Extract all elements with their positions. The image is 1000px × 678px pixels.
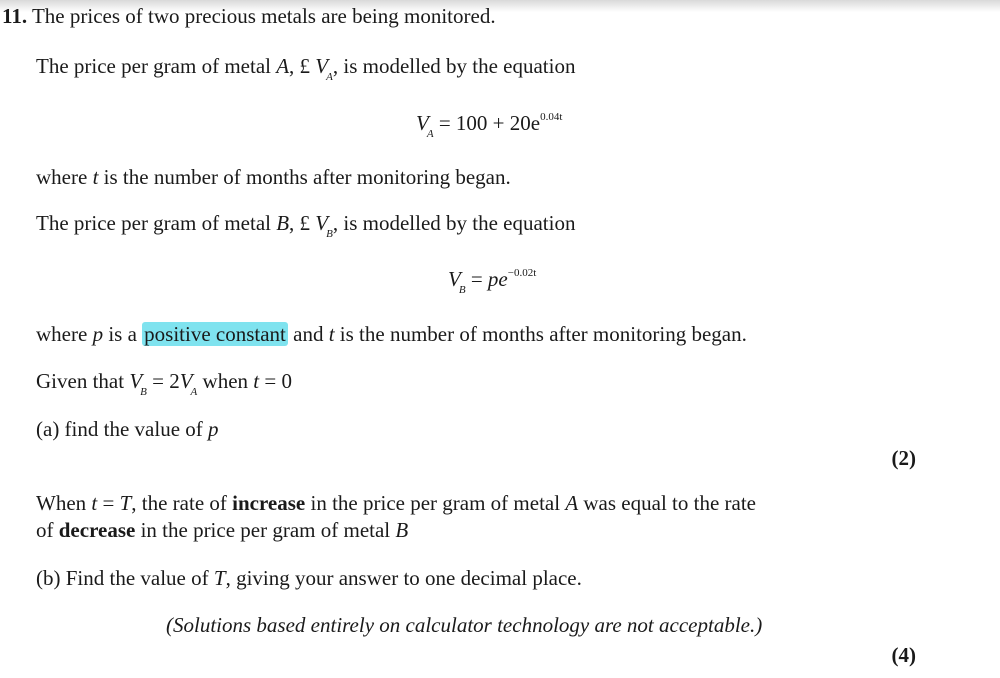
calculator-note: (Solutions based entirely on calculator technology are not acceptable.) (166, 613, 763, 637)
given-condition: Given that $V_B = 2V_A$ when t = 0 (36, 369, 292, 398)
part-b: (b) Find the value of T, giving your answer to one decimal place. (36, 566, 582, 590)
intro-text: The prices of two precious metals are being monitored. (31, 4, 496, 28)
question-number: 11. (2, 4, 28, 28)
equation-b: $V_B = pe^{-0.02t}$ (448, 267, 537, 296)
question-intro (2, 4, 496, 29)
metal-a-statement: The price per gram of metal A, £ $V_A$, is modelled by the equation (36, 54, 576, 83)
metal-b-statement: The price per gram of metal B, £ $V_B$, is modelled by the equation (36, 211, 576, 240)
where-t-text: where t is the number of months after monitoring began. (36, 165, 511, 189)
part-a: (a) find the value of p (36, 417, 219, 441)
where-p-text: where p is a positive constant and t is the number of months after monitoring began. (36, 322, 747, 346)
highlighted-phrase: positive constant (144, 322, 286, 346)
equation-a: $V_A = 100 + 20e^{0.04t}$ (416, 111, 563, 140)
part-a-marks: (2) (891, 446, 916, 470)
when-t-line-2: of decrease in the price per gram of metal B (36, 518, 409, 542)
when-t-line-1: When t = T, the rate of increase in the price per gram of metal A was equal to the rate (36, 491, 756, 515)
part-b-marks: (4) (891, 643, 916, 667)
